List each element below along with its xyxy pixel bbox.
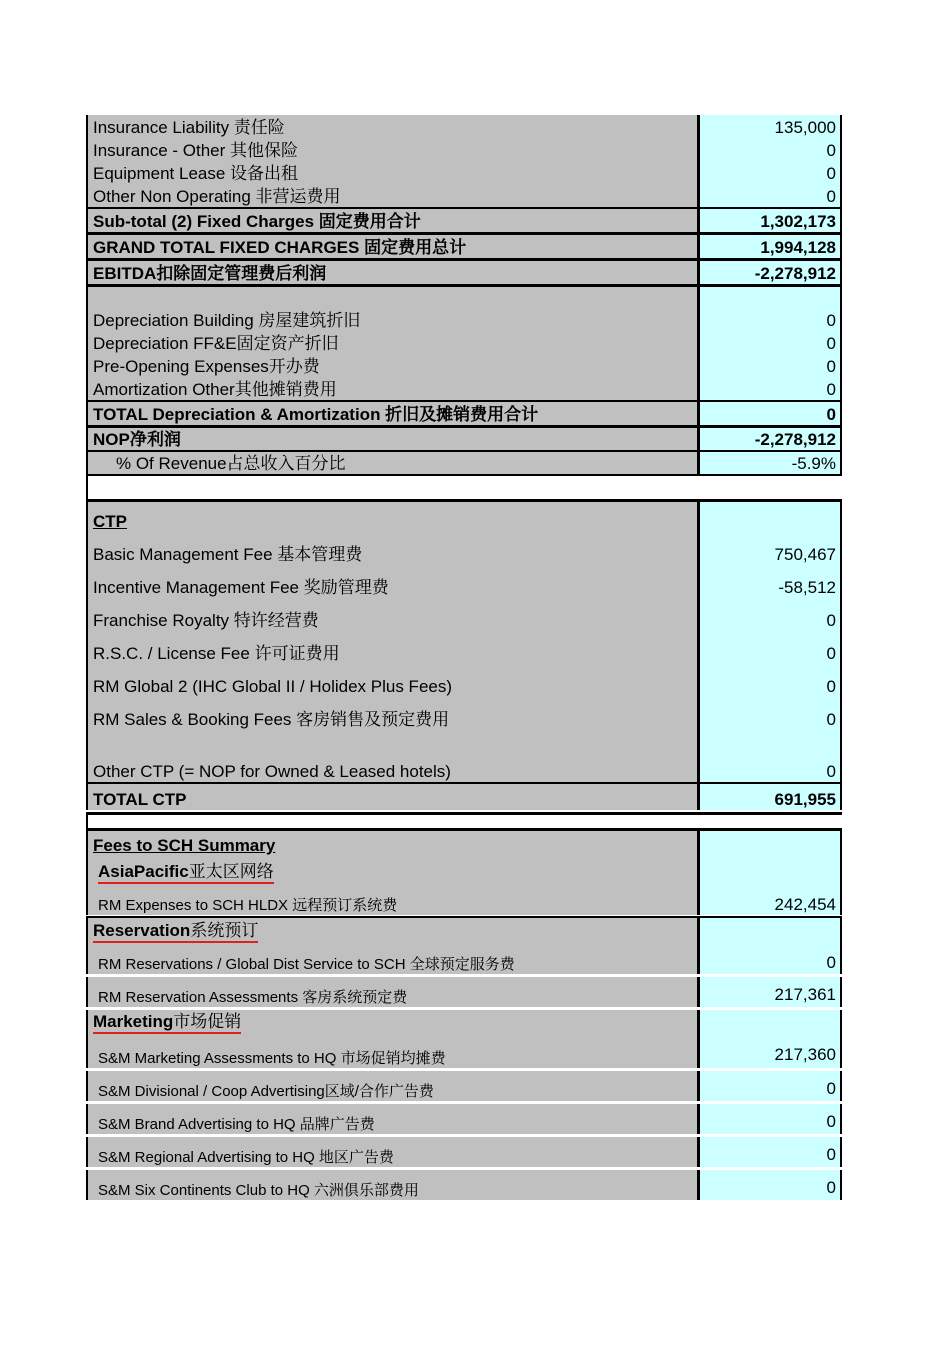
row-amortization-other (86, 377, 842, 400)
subsection-title-marketing: Marketing市场促销 (93, 1010, 241, 1034)
row-value: 1,302,173 (697, 209, 842, 232)
row-label: Basic Management Fee 基本管理费 (86, 532, 697, 565)
row-spacer (86, 284, 842, 308)
row-value: 0 (697, 1170, 842, 1200)
row-label: TOTAL Depreciation & Amortization 折旧及摊销费用合计 (86, 402, 697, 425)
row-label: S&M Marketing Assessments to HQ 市场促销均摊费 (86, 1034, 697, 1068)
row-pct-revenue (86, 450, 842, 474)
row-label: Sub-total (2) Fixed Charges 固定费用合计 (86, 209, 697, 232)
row-value: 0 (697, 184, 842, 207)
row-label: Equipment Lease 设备出租 (86, 161, 697, 184)
row-grand-total-fixed (86, 232, 842, 258)
section-title-fees: Fees to SCH Summary (93, 836, 276, 855)
row-blank (86, 474, 842, 499)
row-value: 0 (697, 1137, 842, 1167)
row-marketing-header (86, 1010, 842, 1034)
row-label: RM Global 2 (IHC Global II / Holidex Plus Fees) (86, 664, 697, 697)
row-label: Other CTP (= NOP for Owned & Leased hotels) (86, 730, 697, 782)
row-sm-divisional (86, 1071, 842, 1104)
row-value: 0 (697, 402, 842, 425)
row-rm-global2 (86, 664, 842, 697)
row-value: 0 (697, 377, 842, 400)
row-franchise-royalty (86, 598, 842, 631)
row-label: S&M Brand Advertising to HQ 品牌广告费 (86, 1104, 697, 1134)
row-label: Incentive Management Fee 奖励管理费 (86, 565, 697, 598)
row-label: Other Non Operating 非营运费用 (86, 184, 697, 207)
row-value: -2,278,912 (697, 261, 842, 284)
row-value: 0 (697, 631, 842, 664)
row-value: 0 (697, 664, 842, 697)
section-title-ctp: CTP (93, 512, 127, 531)
row-value: 0 (697, 161, 842, 184)
row-label: S&M Divisional / Coop Advertising区域/合作广告费 (86, 1071, 697, 1101)
row-blank (86, 812, 842, 828)
row-sm-six-continents (86, 1170, 842, 1203)
report-sheet (86, 115, 842, 1203)
row-value: -5.9% (697, 452, 842, 474)
row-nop (86, 425, 842, 450)
row-value: 0 (697, 138, 842, 161)
row-sm-brand (86, 1104, 842, 1137)
row-label: GRAND TOTAL FIXED CHARGES 固定费用总计 (86, 235, 697, 258)
row-dep-ffe (86, 331, 842, 354)
row-value: 750,467 (697, 532, 842, 565)
row-total-ctp (86, 782, 842, 812)
row-label: RM Sales & Booking Fees 客房销售及预定费用 (86, 697, 697, 730)
row-value: 0 (697, 354, 842, 377)
row-value: 217,360 (697, 1034, 842, 1068)
row-value: 0 (697, 1104, 842, 1134)
row-subtotal-fixed (86, 207, 842, 232)
row-ebitda (86, 258, 842, 284)
row-label: Insurance Liability 责任险 (86, 115, 697, 138)
row-value: 217,361 (697, 977, 842, 1007)
row-equipment-lease (86, 161, 842, 184)
row-insurance-other (86, 138, 842, 161)
row-value: -58,512 (697, 565, 842, 598)
row-label: NOP净利润 (86, 428, 697, 450)
row-label: RM Expenses to SCH HLDX 远程预订系统费 (86, 884, 697, 915)
row-value: -2,278,912 (697, 428, 842, 450)
row-ctp-header (86, 499, 842, 532)
row-value: 0 (697, 331, 842, 354)
row-value: 0 (697, 697, 842, 730)
row-rm-reservations-global (86, 943, 842, 977)
row-value: 0 (697, 1071, 842, 1101)
row-basic-mgmt-fee (86, 532, 842, 565)
row-reservation-header (86, 916, 842, 943)
row-label: RM Reservations / Global Dist Service to SCH 全球预定服务费 (86, 943, 697, 974)
row-other-non-operating (86, 184, 842, 207)
row-value: 242,454 (697, 884, 842, 915)
row-value: 1,994,128 (697, 235, 842, 258)
row-fees-header (86, 828, 842, 856)
row-label: Insurance - Other 其他保险 (86, 138, 697, 161)
row-label: RM Reservation Assessments 客房系统预定费 (86, 977, 697, 1007)
row-label: % Of Revenue占总收入百分比 (86, 452, 697, 474)
row-label: Depreciation Building 房屋建筑折旧 (86, 308, 697, 331)
row-label: TOTAL CTP (86, 784, 697, 810)
row-value: 0 (697, 308, 842, 331)
row-value: 0 (697, 943, 842, 974)
row-label: Pre-Opening Expenses开办费 (86, 354, 697, 377)
row-asiapacific-header (86, 856, 842, 884)
subsection-title-reservation: Reservation系统预订 (93, 918, 258, 943)
subsection-title-asiapacific: AsiaPacific亚太区网络 (98, 857, 274, 884)
row-sm-regional (86, 1137, 842, 1170)
row-rm-sales-booking (86, 697, 842, 730)
row-label: Depreciation FF&E固定资产折旧 (86, 331, 697, 354)
row-value: 691,955 (697, 784, 842, 810)
row-insurance-liability (86, 115, 842, 138)
row-value: 135,000 (697, 115, 842, 138)
row-rm-expenses-hldx (86, 884, 842, 916)
row-rm-reservation-assess (86, 977, 842, 1010)
row-other-ctp (86, 730, 842, 782)
row-label: Amortization Other其他摊销费用 (86, 377, 697, 400)
row-rsc-license (86, 631, 842, 664)
row-pre-opening (86, 354, 842, 377)
row-label: S&M Six Continents Club to HQ 六洲俱乐部费用 (86, 1170, 697, 1200)
row-label: Franchise Royalty 特许经营费 (86, 598, 697, 631)
row-label: EBITDA扣除固定管理费后利润 (86, 261, 697, 284)
row-incentive-mgmt-fee (86, 565, 842, 598)
row-total-dep-amort (86, 400, 842, 425)
row-dep-building (86, 308, 842, 331)
row-label: S&M Regional Advertising to HQ 地区广告费 (86, 1137, 697, 1167)
row-value: 0 (697, 598, 842, 631)
row-value: 0 (697, 730, 842, 782)
row-sm-marketing-assess (86, 1034, 842, 1071)
row-label: R.S.C. / License Fee 许可证费用 (86, 631, 697, 664)
